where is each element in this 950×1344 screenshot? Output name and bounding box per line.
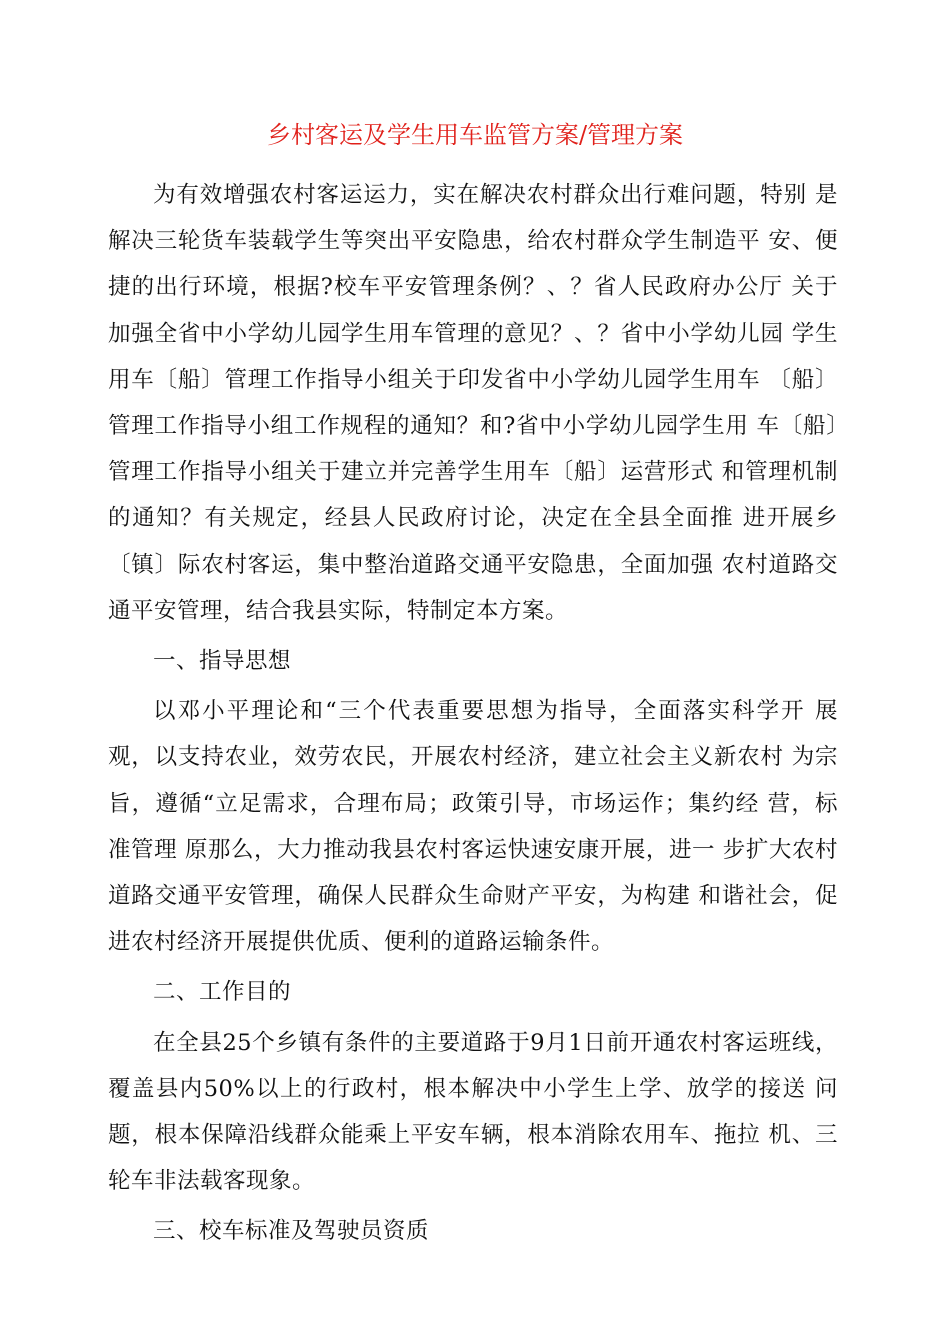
- section-body-work-goal: 在全县25个乡镇有条件的主要道路于9月1日前开通农村客运班线，覆盖县内50%以上的行政村，根本解决中小学生上学、放学的接送 问题，根本保障沿线群众能乘上平安车辆，根本消除农用车、拖拉 机、三轮车非法载客现象。: [108, 1029, 838, 1195]
- section-heading-work-goal: 二、工作目的: [153, 979, 292, 1006]
- section-heading-school-bus-standards: 三、校车标准及驾驶员资质: [153, 1218, 430, 1245]
- intro-paragraph: 为有效增强农村客运运力，实在解决农村群众出行难问题，特别 是解决三轮货车装载学生等突出平安隐患，给农村群众学生制造平 安、便捷的出行环境，根据?校车平安管理条例？、？省人民政府办公厅 关于加强全省中小学幼儿园学生用车管理的意见？、？省中小学幼儿园 学生用车〔船〕管理工作指导小组关于印发省中小学幼儿园学生用车 〔船〕管理工作指导小组工作规程的通知？和?省中小学幼儿园学生用 车〔船〕管理工作指导小组关于建立并完善学生用车〔船〕运营形式 和管理机制的通知？有关规定，经县人民政府讨论，决定在全县全面推 进开展乡〔镇〕际农村客运，集中整治道路交通平安隐患，全面加强 农村道路交通平安管理，结合我县实际，特制定本方案。: [108, 182, 838, 624]
- document-body: [108, 172, 838, 1255]
- section-heading-guiding-ideology: 一、指导思想: [153, 648, 292, 675]
- section-body-guiding-ideology: 以邓小平理论和“三个代表重要思想为指导，全面落实科学开 展观，以支持农业，效劳农民，开展农村经济，建立社会主义新农村 为宗旨，遵循“立足需求，合理布局；政策引导，市场运作；集约经 营，标准管理 原那么，大力推动我县农村客运快速安康开展，进一 步扩大农村道路交通平安管理，确保人民群众生命财产平安，为构建 和谐社会，促进农村经济开展提供优质、便利的道路运输条件。: [108, 698, 838, 956]
- document-title: 乡村客运及学生用车监管方案/管理方案: [266, 121, 684, 149]
